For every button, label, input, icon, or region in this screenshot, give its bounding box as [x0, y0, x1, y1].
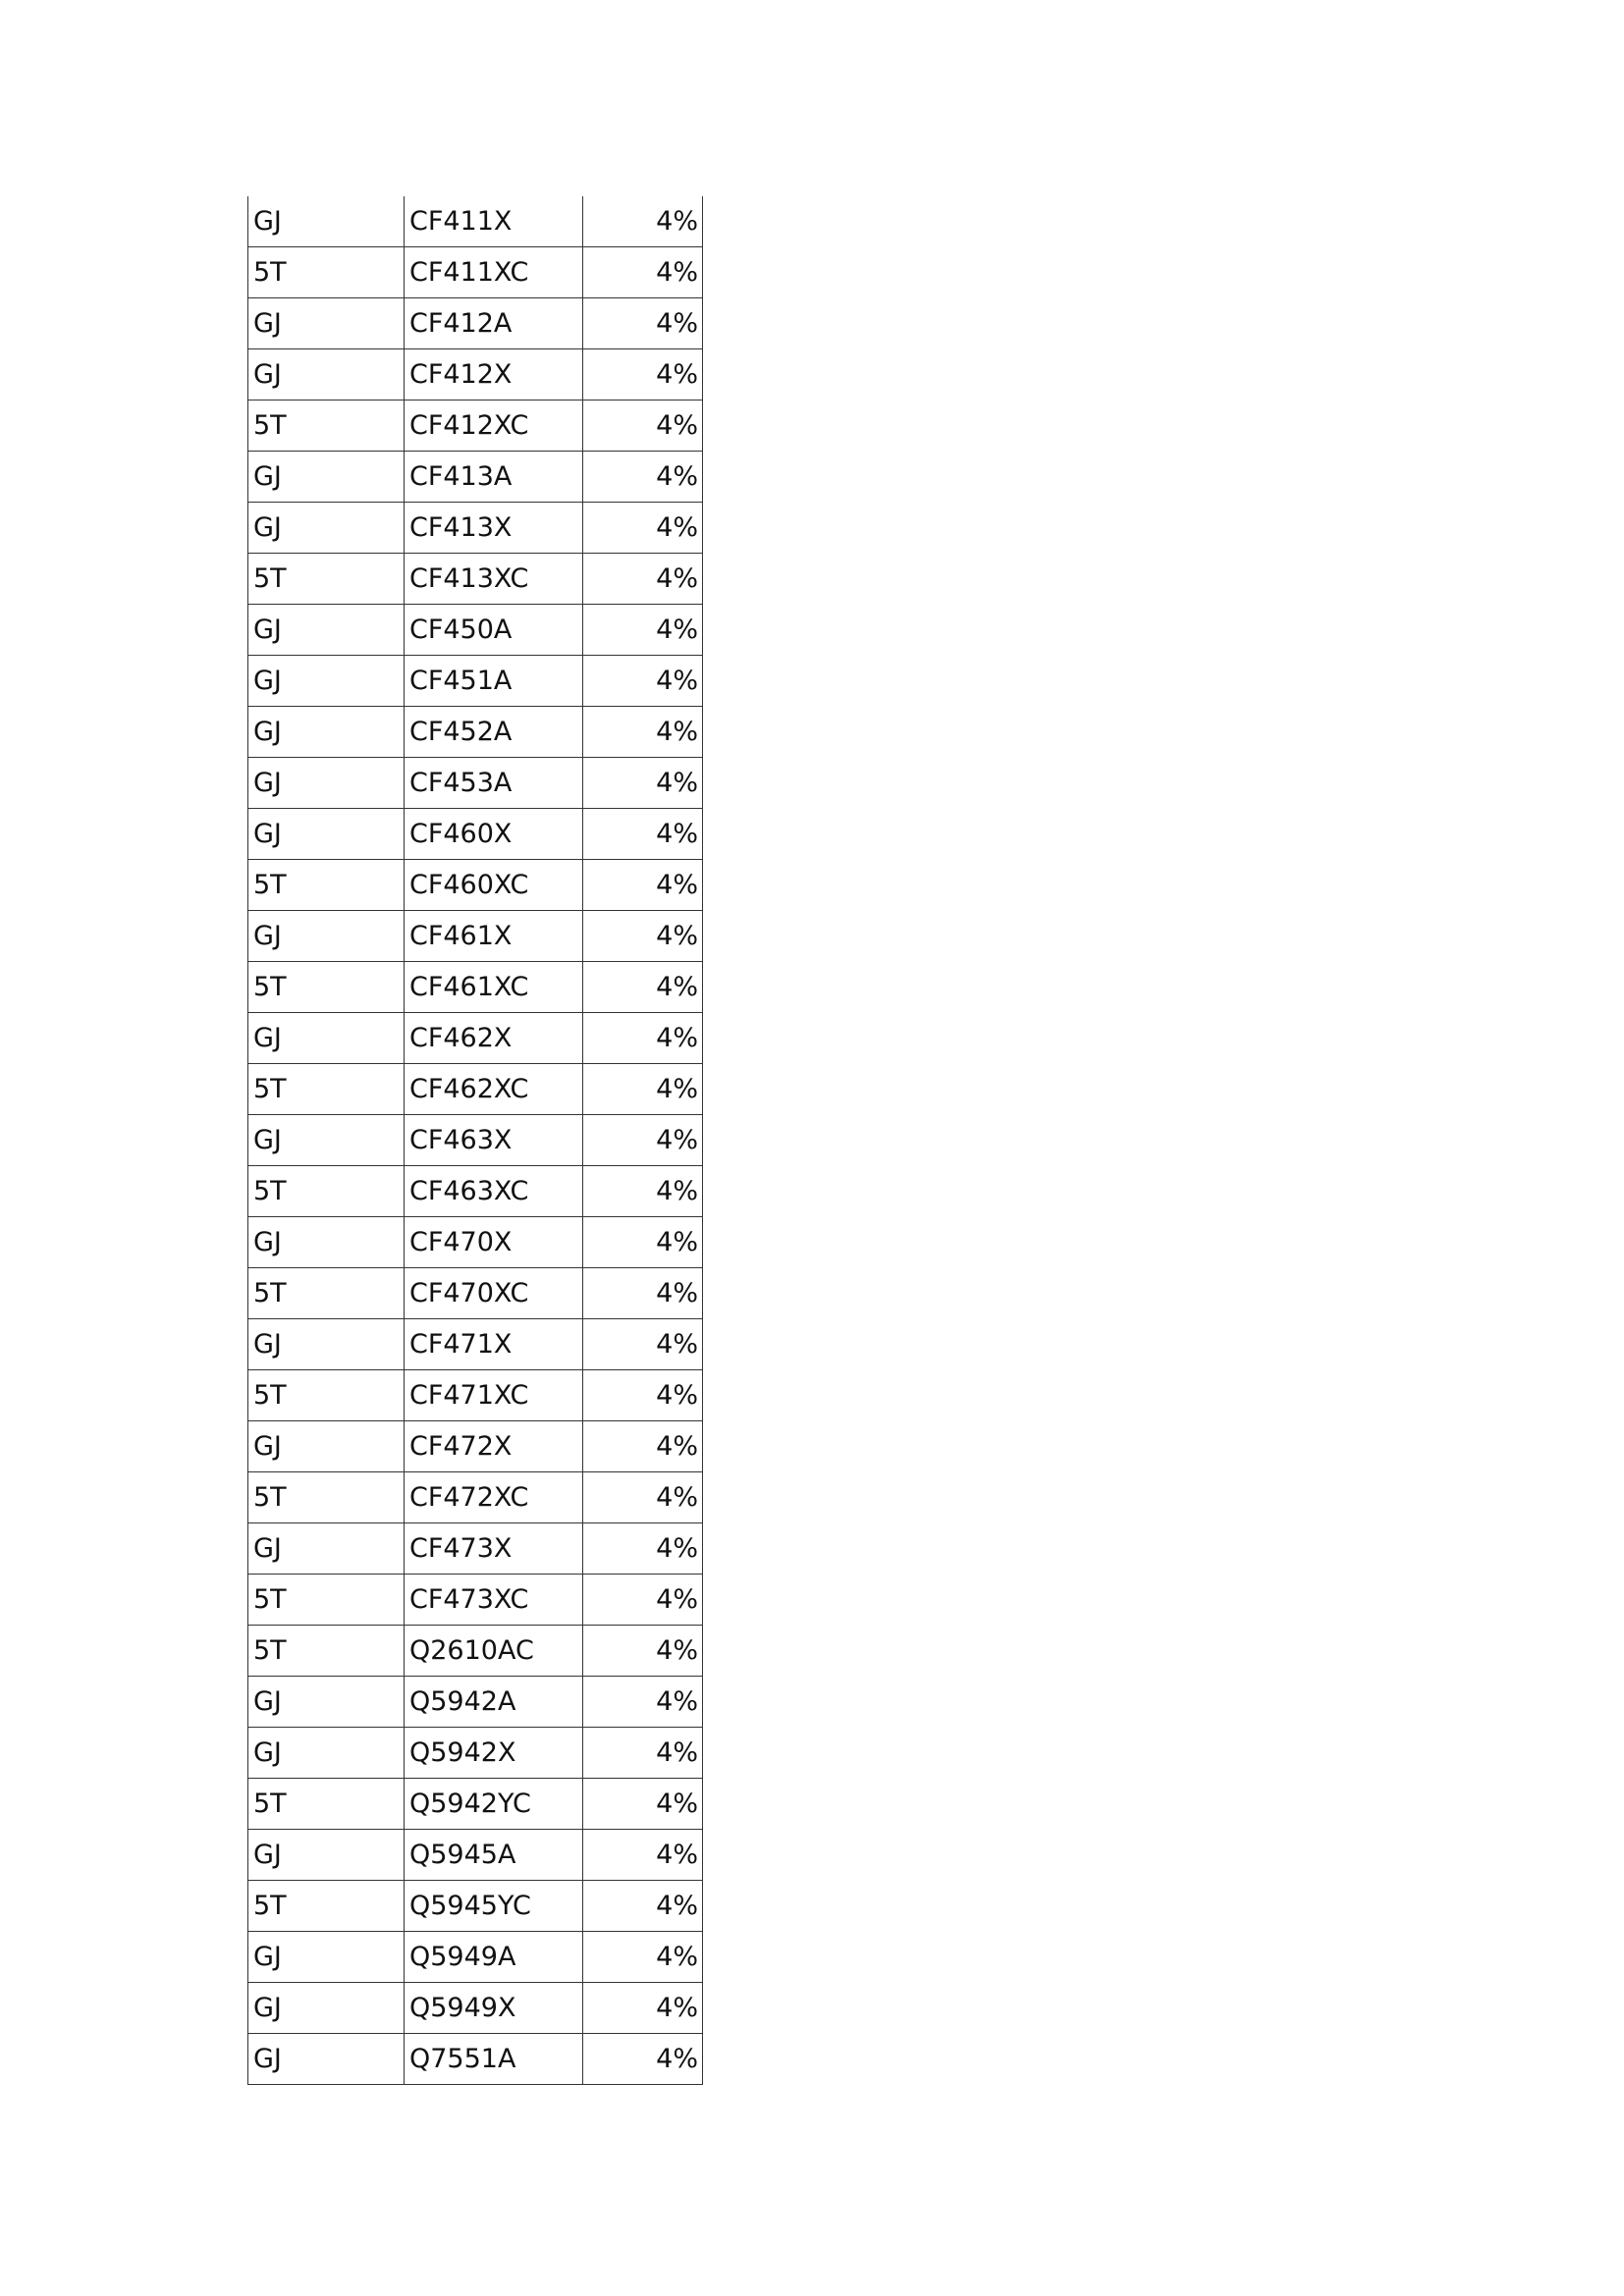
- table-row: [248, 1217, 703, 1268]
- part-number-cell: CF452A: [405, 707, 583, 758]
- part-number-cell: CF471XC: [405, 1370, 583, 1421]
- part-number-cell: CF472X: [405, 1421, 583, 1472]
- table-row: [248, 1268, 703, 1319]
- part-number-cell: CF471X: [405, 1319, 583, 1370]
- code-cell: GJ: [248, 1983, 405, 2034]
- part-number-cell: CF463XC: [405, 1166, 583, 1217]
- code-cell: GJ: [248, 911, 405, 962]
- code-cell: 5T: [248, 962, 405, 1013]
- code-cell: 5T: [248, 1575, 405, 1626]
- code-cell: GJ: [248, 452, 405, 503]
- code-cell: GJ: [248, 298, 405, 349]
- percentage-cell: 4%: [583, 247, 703, 298]
- percentage-cell: 4%: [583, 298, 703, 349]
- part-number-cell: CF412X: [405, 349, 583, 400]
- code-cell: GJ: [248, 1319, 405, 1370]
- part-number-cell: CF462X: [405, 1013, 583, 1064]
- code-cell: GJ: [248, 1421, 405, 1472]
- percentage-cell: 4%: [583, 1626, 703, 1677]
- percentage-cell: 4%: [583, 1268, 703, 1319]
- code-cell: GJ: [248, 1217, 405, 1268]
- table-row: [248, 554, 703, 605]
- percentage-cell: 4%: [583, 1728, 703, 1779]
- table-row: [248, 809, 703, 860]
- percentage-cell: 4%: [583, 707, 703, 758]
- percentage-cell: 4%: [583, 196, 703, 247]
- part-number-cell: Q5942YC: [405, 1779, 583, 1830]
- part-number-cell: CF412A: [405, 298, 583, 349]
- percentage-cell: 4%: [583, 911, 703, 962]
- table-row: [248, 1472, 703, 1523]
- percentage-cell: 4%: [583, 503, 703, 554]
- table-row: [248, 1881, 703, 1932]
- table-row: [248, 656, 703, 707]
- code-cell: GJ: [248, 1677, 405, 1728]
- code-cell: 5T: [248, 1064, 405, 1115]
- table-body: [248, 196, 703, 2085]
- part-number-cell: Q5945A: [405, 1830, 583, 1881]
- percentage-cell: 4%: [583, 1370, 703, 1421]
- part-number-cell: CF411X: [405, 196, 583, 247]
- code-cell: 5T: [248, 247, 405, 298]
- percentage-cell: 4%: [583, 962, 703, 1013]
- code-cell: 5T: [248, 1166, 405, 1217]
- part-number-cell: Q5949A: [405, 1932, 583, 1983]
- table-row: [248, 962, 703, 1013]
- part-number-cell: CF473X: [405, 1523, 583, 1575]
- code-cell: 5T: [248, 1268, 405, 1319]
- part-number-cell: Q2610AC: [405, 1626, 583, 1677]
- code-cell: GJ: [248, 707, 405, 758]
- code-cell: 5T: [248, 1472, 405, 1523]
- percentage-cell: 4%: [583, 1421, 703, 1472]
- code-cell: 5T: [248, 1626, 405, 1677]
- percentage-cell: 4%: [583, 1523, 703, 1575]
- part-number-cell: CF453A: [405, 758, 583, 809]
- code-cell: GJ: [248, 2034, 405, 2085]
- code-cell: GJ: [248, 809, 405, 860]
- table-row: [248, 247, 703, 298]
- percentage-cell: 4%: [583, 1319, 703, 1370]
- part-number-cell: Q5949X: [405, 1983, 583, 2034]
- table-row: [248, 2034, 703, 2085]
- part-number-cell: CF460X: [405, 809, 583, 860]
- code-cell: GJ: [248, 1115, 405, 1166]
- percentage-cell: 4%: [583, 400, 703, 452]
- code-cell: 5T: [248, 400, 405, 452]
- part-number-cell: CF472XC: [405, 1472, 583, 1523]
- part-number-cell: Q7551A: [405, 2034, 583, 2085]
- part-number-cell: CF462XC: [405, 1064, 583, 1115]
- table-row: [248, 1626, 703, 1677]
- part-number-cell: CF411XC: [405, 247, 583, 298]
- table-row: [248, 452, 703, 503]
- code-cell: GJ: [248, 503, 405, 554]
- part-number-cell: CF450A: [405, 605, 583, 656]
- code-cell: 5T: [248, 1370, 405, 1421]
- code-cell: GJ: [248, 1523, 405, 1575]
- code-cell: 5T: [248, 1779, 405, 1830]
- table-row: [248, 1421, 703, 1472]
- percentage-cell: 4%: [583, 1115, 703, 1166]
- part-number-cell: CF473XC: [405, 1575, 583, 1626]
- code-cell: 5T: [248, 860, 405, 911]
- percentage-cell: 4%: [583, 1932, 703, 1983]
- code-cell: GJ: [248, 1013, 405, 1064]
- table-row: [248, 349, 703, 400]
- percentage-cell: 4%: [583, 1064, 703, 1115]
- percentage-cell: 4%: [583, 1575, 703, 1626]
- table-row: [248, 1013, 703, 1064]
- part-number-cell: Q5942A: [405, 1677, 583, 1728]
- table-row: [248, 1983, 703, 2034]
- table-row: [248, 1370, 703, 1421]
- part-number-cell: CF412XC: [405, 400, 583, 452]
- table-row: [248, 1779, 703, 1830]
- percentage-cell: 4%: [583, 758, 703, 809]
- code-cell: 5T: [248, 1881, 405, 1932]
- table-row: [248, 1166, 703, 1217]
- percentage-cell: 4%: [583, 2034, 703, 2085]
- table-row: [248, 1523, 703, 1575]
- table-row: [248, 605, 703, 656]
- data-table: [247, 196, 703, 2085]
- code-cell: 5T: [248, 554, 405, 605]
- part-number-cell: CF463X: [405, 1115, 583, 1166]
- percentage-cell: 4%: [583, 554, 703, 605]
- percentage-cell: 4%: [583, 809, 703, 860]
- table-row: [248, 911, 703, 962]
- table-row: [248, 1932, 703, 1983]
- table-row: [248, 860, 703, 911]
- percentage-cell: 4%: [583, 1779, 703, 1830]
- part-number-cell: CF461XC: [405, 962, 583, 1013]
- table-row: [248, 1064, 703, 1115]
- percentage-cell: 4%: [583, 1983, 703, 2034]
- percentage-cell: 4%: [583, 605, 703, 656]
- code-cell: GJ: [248, 605, 405, 656]
- percentage-cell: 4%: [583, 1881, 703, 1932]
- percentage-cell: 4%: [583, 1166, 703, 1217]
- percentage-cell: 4%: [583, 452, 703, 503]
- table-row: [248, 1728, 703, 1779]
- part-number-cell: Q5942X: [405, 1728, 583, 1779]
- part-number-cell: CF461X: [405, 911, 583, 962]
- percentage-cell: 4%: [583, 1217, 703, 1268]
- table-row: [248, 1830, 703, 1881]
- table-row: [248, 400, 703, 452]
- table-row: [248, 758, 703, 809]
- code-cell: GJ: [248, 1830, 405, 1881]
- part-number-cell: CF470X: [405, 1217, 583, 1268]
- table-row: [248, 1677, 703, 1728]
- part-number-cell: CF413X: [405, 503, 583, 554]
- table-row: [248, 707, 703, 758]
- table-row: [248, 1115, 703, 1166]
- code-cell: GJ: [248, 1728, 405, 1779]
- percentage-cell: 4%: [583, 349, 703, 400]
- code-cell: GJ: [248, 1932, 405, 1983]
- part-number-cell: Q5945YC: [405, 1881, 583, 1932]
- table-row: [248, 1319, 703, 1370]
- part-number-cell: CF460XC: [405, 860, 583, 911]
- percentage-cell: 4%: [583, 860, 703, 911]
- percentage-cell: 4%: [583, 1830, 703, 1881]
- percentage-cell: 4%: [583, 1472, 703, 1523]
- table-row: [248, 196, 703, 247]
- code-cell: GJ: [248, 758, 405, 809]
- part-number-cell: CF451A: [405, 656, 583, 707]
- code-cell: GJ: [248, 196, 405, 247]
- table-row: [248, 503, 703, 554]
- percentage-cell: 4%: [583, 1013, 703, 1064]
- part-number-cell: CF413XC: [405, 554, 583, 605]
- part-number-cell: CF413A: [405, 452, 583, 503]
- code-cell: GJ: [248, 656, 405, 707]
- code-cell: GJ: [248, 349, 405, 400]
- table-row: [248, 298, 703, 349]
- percentage-cell: 4%: [583, 656, 703, 707]
- table-row: [248, 1575, 703, 1626]
- part-number-cell: CF470XC: [405, 1268, 583, 1319]
- percentage-cell: 4%: [583, 1677, 703, 1728]
